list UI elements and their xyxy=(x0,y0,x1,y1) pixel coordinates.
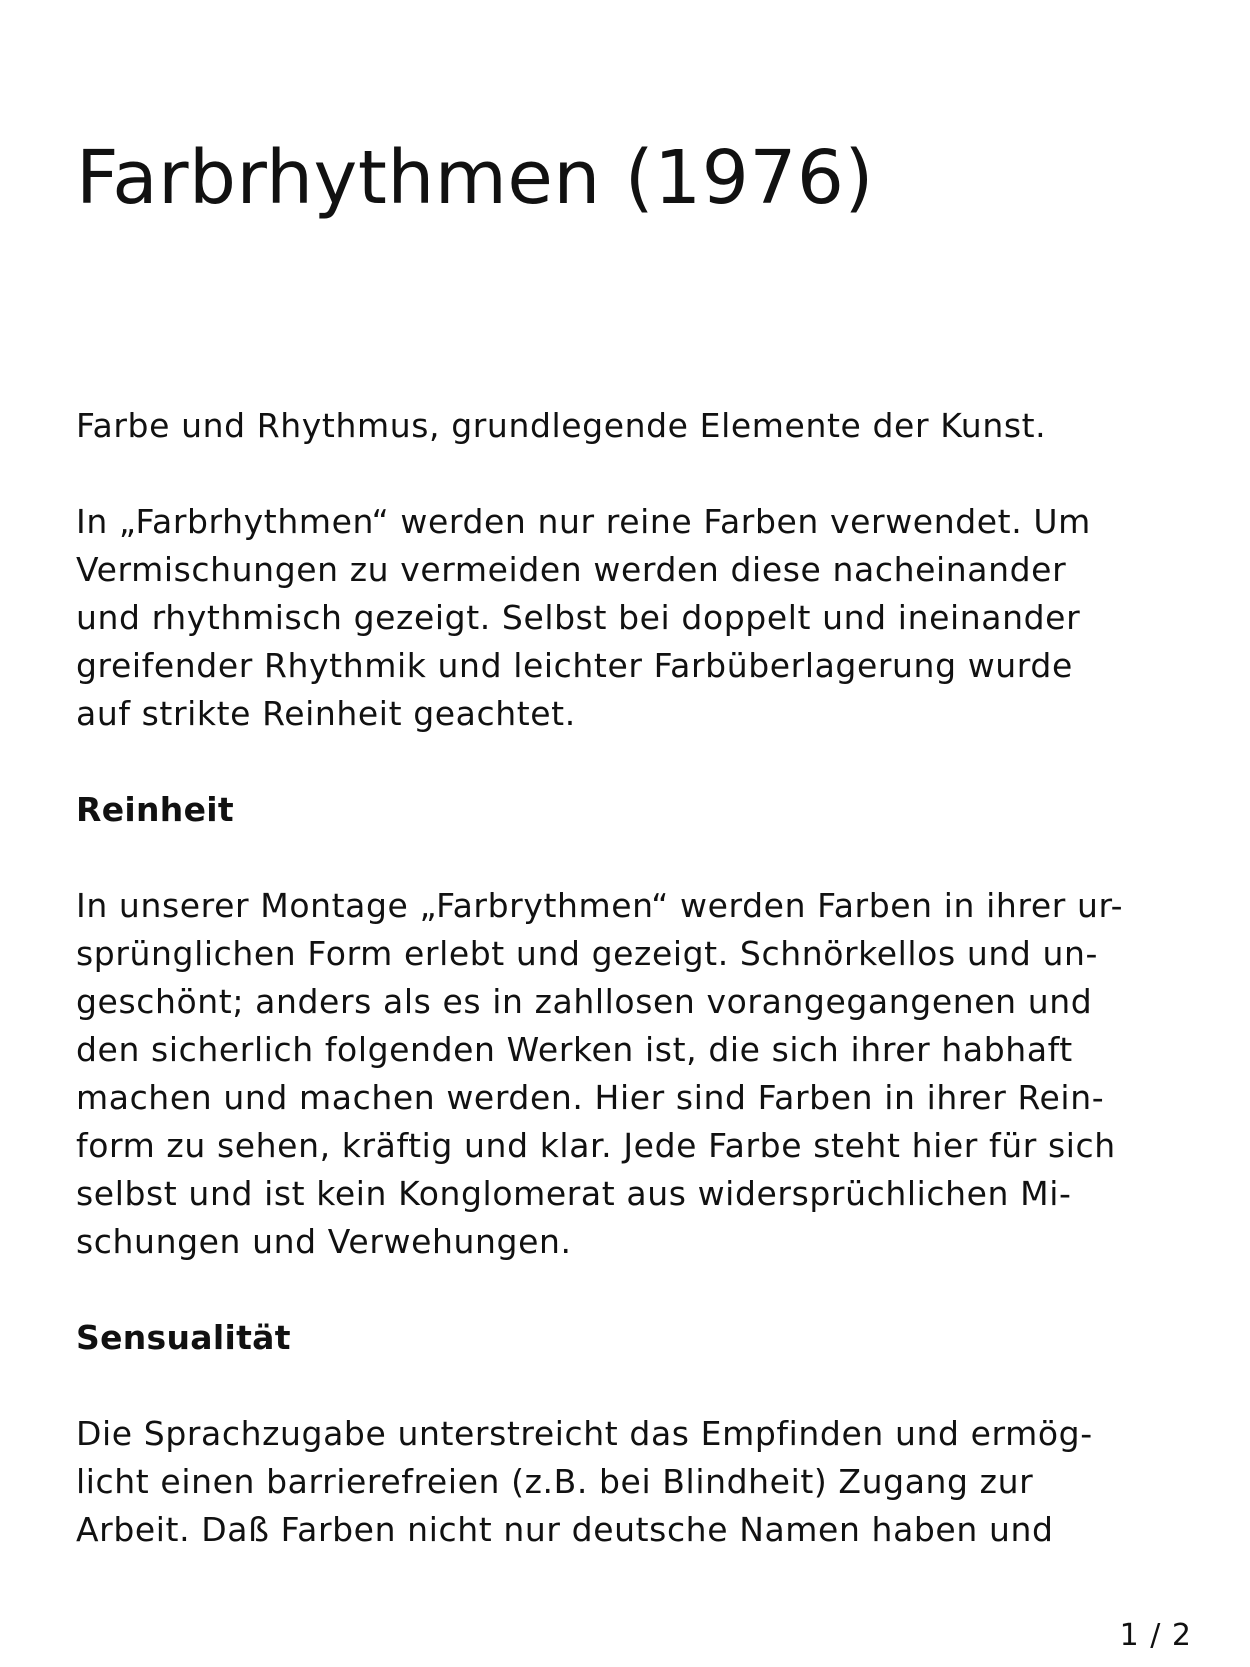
paragraph-line: schungen und Verwehungen. xyxy=(76,1222,572,1261)
paragraph-spacer xyxy=(76,1362,1196,1410)
paragraph-line: licht einen barrierefreien (z.B. bei Blindheit) Zugang zur xyxy=(76,1462,1034,1501)
paragraph-line: Arbeit. Daß Farben nicht nur deutsche Namen haben und xyxy=(76,1510,1054,1549)
intro-paragraph: Farbe und Rhythmus, grundlegende Elemente der Kunst. xyxy=(76,406,1047,445)
paragraph-line: auf strikte Reinheit geachtet. xyxy=(76,694,576,733)
paragraph-spacer xyxy=(76,738,1196,786)
paragraph-line: sprünglichen Form erlebt und gezeigt. Schnörkellos und un- xyxy=(76,934,1099,973)
document-title: Farbrhythmen (1976) xyxy=(76,135,874,221)
paragraph-spacer xyxy=(76,450,1196,498)
paragraph-line: und rhythmisch gezeigt. Selbst bei doppelt und ineinander xyxy=(76,598,1081,637)
paragraph-line: selbst und ist kein Konglomerat aus widersprüchlichen Mi- xyxy=(76,1174,1072,1213)
page-number: 1 / 2 xyxy=(1119,1618,1192,1653)
reinheit-paragraph xyxy=(76,882,1196,1266)
color-rhythms-paragraph xyxy=(76,498,1196,738)
paragraph-line: den sicherlich folgenden Werken ist, die sich ihrer habhaft xyxy=(76,1030,1073,1069)
paragraph-line: greifender Rhythmik und leichter Farbüberlagerung wurde xyxy=(76,646,1073,685)
paragraph-spacer xyxy=(76,834,1196,882)
paragraph-line: machen und machen werden. Hier sind Farben in ihrer Rein- xyxy=(76,1078,1105,1117)
section-heading-reinheit: Reinheit xyxy=(76,790,234,829)
paragraph-line: form zu sehen, kräftig und klar. Jede Farbe steht hier für sich xyxy=(76,1126,1116,1165)
paragraph-line: In „Farbrhythmen“ werden nur reine Farben verwendet. Um xyxy=(76,502,1091,541)
paragraph-spacer xyxy=(76,1266,1196,1314)
paragraph-line: geschönt; anders als es in zahllosen vorangegangenen und xyxy=(76,982,1093,1021)
paragraph-line: Die Sprachzugabe unterstreicht das Empfinden und ermög- xyxy=(76,1414,1093,1453)
document-body xyxy=(76,402,1196,1554)
paragraph-line: In unserer Montage „Farbrythmen“ werden Farben in ihrer ur- xyxy=(76,886,1124,925)
sensualitaet-paragraph xyxy=(76,1410,1196,1554)
section-heading-sensualitaet: Sensualität xyxy=(76,1318,291,1357)
paragraph-line: Vermischungen zu vermeiden werden diese nacheinander xyxy=(76,550,1067,589)
